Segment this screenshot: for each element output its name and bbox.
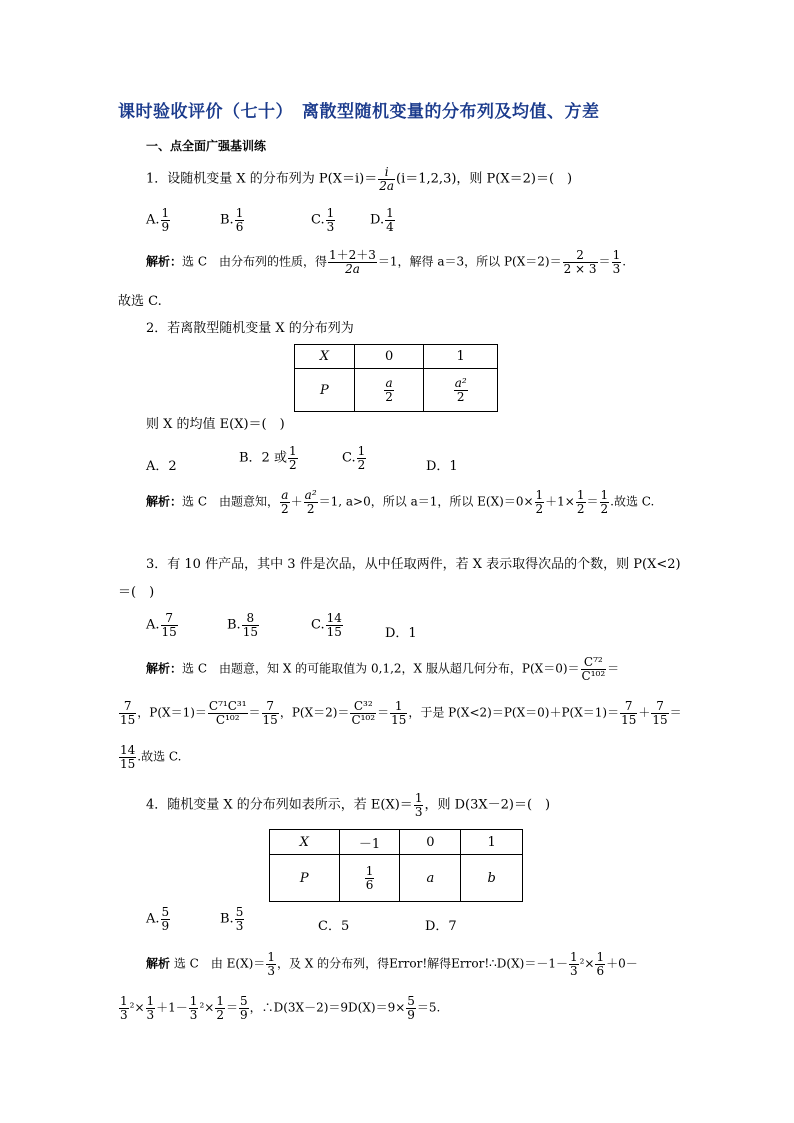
table-header-x: X bbox=[295, 345, 355, 369]
q1-solution-end: 故选 C. bbox=[118, 294, 162, 309]
table-cell: 0 bbox=[354, 345, 424, 369]
q2-option-d: D．1 bbox=[426, 459, 458, 474]
q2-option-b: B．2 或 $\frac{1}{2}$ bbox=[239, 444, 297, 472]
q2-option-a: A．2 bbox=[146, 459, 177, 474]
q1-stem-fraction: $\frac{i}{2a}$ bbox=[379, 165, 395, 193]
q2-solution: 解析：选 C 由题意知， $\frac{a}{2}$ ＋ $\frac{\text{a²}}{2}$ ＝1, a>0，所以 a＝1，所以 E(X)＝0× $\frac{1}{2}$ ＋1× $\frac{1}{2}$ ＝ $\frac{1}{2}$ .故选 C. bbox=[146, 488, 655, 516]
solution-label: 解析： bbox=[146, 254, 183, 269]
table-cell: $\frac{a}{2}$ bbox=[354, 369, 424, 412]
q4-stem: 4．随机变量 X 的分布列如表所示，若 E(X)＝ $\frac{1}{3}$ ，则 D(3X－2)＝( ) bbox=[146, 791, 551, 819]
table-cell: a bbox=[400, 855, 461, 902]
q3-option-b: B. $\frac{8}{15}$ bbox=[227, 611, 258, 639]
q3-option-c: C. $\frac{14}{15}$ bbox=[311, 611, 342, 639]
q3-stem-line2: ＝( ) bbox=[118, 585, 155, 600]
q3-stem-line1: 3．有 10 件产品，其中 3 件是次品，从中任取两件，若 X 表示取得次品的个数，则 P(X<2) bbox=[146, 557, 681, 572]
page-title: 课时验收评价（七十） 离散型随机变量的分布列及均值、方差 bbox=[118, 102, 600, 122]
q1-option-b: B. $\frac{1}{6}$ bbox=[220, 206, 244, 234]
table-cell: 0 bbox=[400, 830, 461, 855]
table-cell: b bbox=[461, 855, 523, 902]
q1-option-d: D. $\frac{1}{4}$ bbox=[370, 206, 394, 234]
q2-stem: 2．若离散型随机变量 X 的分布列为 bbox=[146, 321, 354, 336]
table-cell: $\frac{\text{a²}}{2}$ bbox=[424, 369, 498, 412]
q3-option-d: D．1 bbox=[385, 626, 417, 641]
table-cell: －1 bbox=[339, 830, 400, 855]
q4-solution-line2: $\frac{1}{3}$ ²× $\frac{1}{3}$ ＋1－ $\frac{1}{3}$ ²× $\frac{1}{2}$ ＝ $\frac{5}{9}$ ，∴D(3X－2)＝9D(X)＝9× $\frac{5}{9}$ ＝5. bbox=[120, 994, 441, 1022]
table-header-p: P bbox=[270, 855, 340, 902]
q4-solution-line1: 解析 选 C 由 E(X)＝ $\frac{1}{3}$ ，及 X 的分布列，得Error!解得Error!∴D(X)＝－1－ $\frac{1}{3}$ ²× $\frac{1}{6}$ ＋0－ bbox=[146, 950, 638, 978]
q2-option-c: C. $\frac{1}{2}$ bbox=[342, 444, 366, 472]
q4-option-a: A. $\frac{5}{9}$ bbox=[146, 905, 170, 933]
q2-question: 则 X 的均值 E(X)＝( ) bbox=[146, 417, 285, 432]
q4-distribution-table bbox=[269, 829, 523, 902]
q1-stem-text: 1．设随机变量 X 的分布列为 P(X＝i)＝ bbox=[146, 171, 378, 187]
q3-option-a: A. $\frac{7}{15}$ bbox=[146, 611, 177, 639]
q3-solution-line2: $\frac{7}{15}$ ，P(X＝1)＝ $\frac{\text{C⁷¹C³¹}}{\text{C¹⁰²}}$ ＝ $\frac{7}{15}$ ，P(X＝2)＝ $\frac{\text{C³²}}{\text{C¹⁰²}}$ ＝ $\frac{1}{15}$ ，于是 P(X<2)＝P(X＝0)＋P(X＝1)＝ $\frac{7}{15}$ ＋ $\frac{7}{15}$ ＝ bbox=[120, 699, 682, 727]
table-cell: $\frac{1}{6}$ bbox=[339, 855, 400, 902]
q1-option-c: C. $\frac{1}{3}$ bbox=[311, 206, 335, 234]
solution-label: 解析 bbox=[146, 956, 171, 971]
q3-solution-line3: $\frac{14}{15}$ .故选 C. bbox=[120, 743, 182, 771]
solution-label: 解析： bbox=[146, 661, 183, 676]
table-header-p: P bbox=[295, 369, 355, 412]
table-cell: 1 bbox=[424, 345, 498, 369]
q4-option-c: C．5 bbox=[318, 919, 350, 934]
table-header-x: X bbox=[270, 830, 340, 855]
q3-solution-line1: 解析：选 C 由题意，知 X 的可能取值为 0,1,2，X 服从超几何分布，P(X＝0)＝ $\frac{\text{C⁷²}}{\text{C¹⁰²}}$ ＝ bbox=[146, 655, 620, 683]
section-heading: 一、点全面广强基训练 bbox=[146, 139, 267, 153]
table-cell: 1 bbox=[461, 830, 523, 855]
solution-label: 解析： bbox=[146, 494, 183, 509]
q4-option-d: D．7 bbox=[425, 919, 457, 934]
q1-solution: 解析：选 C 由分布列的性质，得 $\frac{1+2+3}{2a}$ ＝1，解得 a＝3，所以 P(X＝2)＝ $\frac{2}{2 \times 3}$ ＝ $\frac{1}{3}$ . bbox=[146, 248, 627, 276]
q4-option-b: B. $\frac{5}{3}$ bbox=[220, 905, 244, 933]
q1-stem bbox=[146, 166, 572, 192]
q1-option-a: A. $\frac{1}{9}$ bbox=[146, 206, 170, 234]
q2-distribution-table bbox=[294, 344, 498, 412]
q1-stem-tail: (i＝1,2,3)，则 P(X＝2)＝( ) bbox=[396, 171, 573, 187]
